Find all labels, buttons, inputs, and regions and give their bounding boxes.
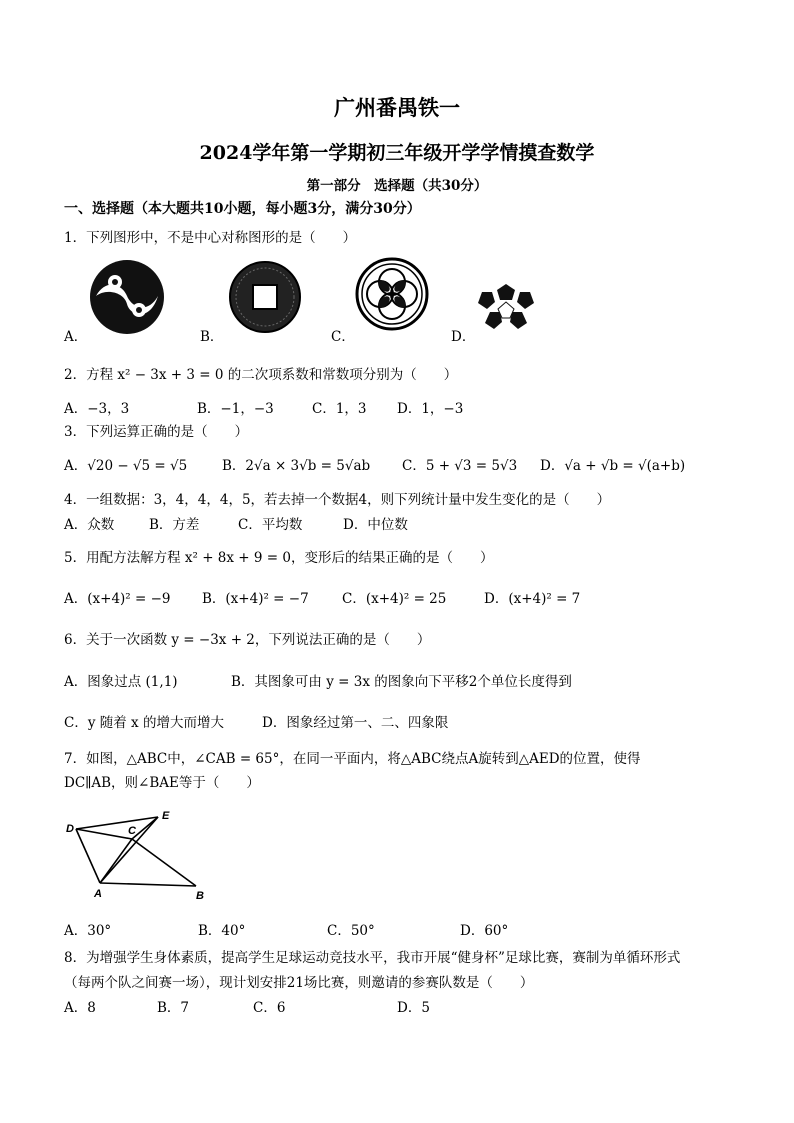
- q2-option-c: C．1，3: [312, 401, 367, 417]
- q6-option-b: B．其图象可由 y = 3x 的图象向下平移2个单位长度得到: [231, 674, 572, 690]
- exam-title: 2024学年第一学期初三年级开学学情摸查数学: [199, 142, 595, 164]
- part-heading: 第一部分 选择题（共30分）: [306, 178, 488, 194]
- q7-triangle-figure: [62, 806, 212, 906]
- point-d-label: D: [66, 823, 74, 835]
- point-b-label: B: [196, 890, 204, 902]
- q2-option-a: A．−3，3: [64, 401, 130, 417]
- q7-option-b: B．40°: [198, 923, 246, 939]
- q3-option-a: A．√20 − √5 = √5: [64, 458, 188, 474]
- q7-option-a: A．30°: [64, 923, 112, 939]
- q3-stem: 3．下列运算正确的是（ ）: [64, 424, 249, 440]
- q1-figure-d-pentagons: [474, 282, 538, 332]
- q1-figure-b-coin: [228, 260, 302, 334]
- q3-option-b: B．2√a × 3√b = 5√ab: [222, 458, 371, 474]
- q8-stem-line1: 8．为增强学生身体素质，提高学生足球运动竞技水平，我市开展“健身杯”足球比赛，赛制为单循环形式: [64, 950, 681, 966]
- q4-option-b: B．方差: [149, 517, 200, 533]
- q1-option-d: D．: [451, 329, 476, 345]
- q6-stem: 6．关于一次函数 y = −3x + 2，下列说法正确的是（ ）: [64, 632, 431, 648]
- q6-option-c: C．y 随着 x 的增大而增大: [64, 715, 224, 731]
- point-a-label: A: [94, 888, 102, 900]
- q2-option-d: D．1，−3: [397, 401, 464, 417]
- q8-option-b: B．7: [157, 1000, 190, 1016]
- q1-figure-c-flower: [355, 257, 429, 331]
- point-c-label: C: [128, 825, 136, 837]
- q7-option-d: D．60°: [460, 923, 509, 939]
- q6-option-a: A．图象过点 (1,1): [64, 674, 178, 690]
- q8-option-a: A．8: [64, 1000, 96, 1016]
- q5-stem: 5．用配方法解方程 x² + 8x + 9 = 0，变形后的结果正确的是（ ）: [64, 550, 494, 566]
- q4-option-a: A．众数: [64, 517, 115, 533]
- q3-option-c: C．5 + √3 = 5√3: [402, 458, 518, 474]
- q4-option-d: D．中位数: [343, 517, 408, 533]
- q8-stem-line2: （每两个队之间赛一场），现计划安排21场比赛，则邀请的参赛队数是（ ）: [64, 975, 534, 991]
- q1-option-b: B．: [200, 329, 224, 345]
- q2-stem: 2．方程 x² − 3x + 3 = 0 的二次项系数和常数项分别为（ ）: [64, 367, 458, 383]
- q8-option-c: C．6: [253, 1000, 286, 1016]
- q1-figure-a-yin-yang: [88, 258, 166, 336]
- q4-stem: 4．一组数据：3，4，4，4，5，若去掉一个数据4，则下列统计量中发生变化的是（ ）: [64, 492, 611, 508]
- q4-option-c: C．平均数: [238, 517, 303, 533]
- q6-option-d: D．图象经过第一、二、四象限: [262, 715, 449, 731]
- q1-stem: 1．下列图形中，不是中心对称图形的是（ ）: [64, 230, 357, 246]
- q5-option-c: C．(x+4)² = 25: [342, 591, 447, 607]
- q5-option-d: D．(x+4)² = 7: [484, 591, 581, 607]
- q7-stem-line1: 7．如图，△ABC中，∠CAB = 65°，在同一平面内，将△ABC绕点A旋转到△AED的位置，使得: [64, 751, 641, 767]
- school-title: 广州番禺铁一: [334, 95, 460, 120]
- q5-option-a: A．(x+4)² = −9: [64, 591, 171, 607]
- q1-option-c: C．: [331, 329, 355, 345]
- q7-stem-line2: DC∥AB，则∠BAE等于（ ）: [64, 775, 260, 791]
- point-e-label: E: [162, 810, 170, 822]
- q8-option-d: D．5: [397, 1000, 430, 1016]
- q2-option-b: B．−1，−3: [197, 401, 274, 417]
- section-heading: 一、选择题（本大题共10小题，每小题3分，满分30分）: [64, 201, 421, 217]
- q3-option-d: D．√a + √b = √(a+b): [540, 458, 686, 474]
- q5-option-b: B．(x+4)² = −7: [202, 591, 309, 607]
- q1-option-a: A．: [64, 329, 88, 345]
- q7-option-c: C．50°: [327, 923, 375, 939]
